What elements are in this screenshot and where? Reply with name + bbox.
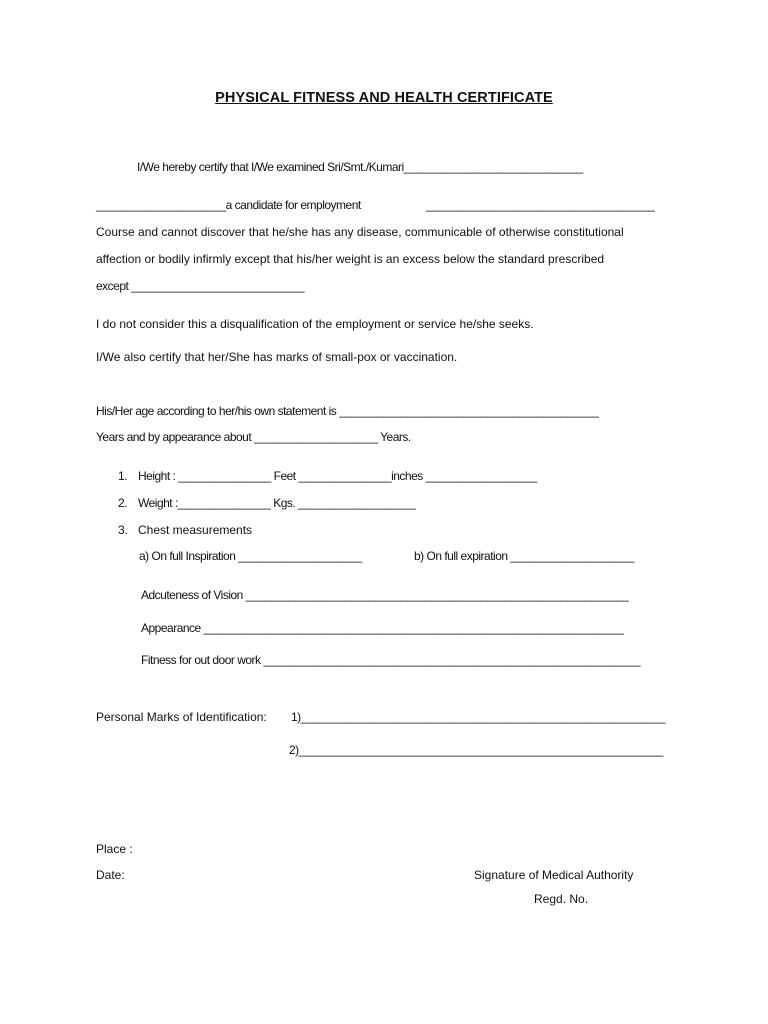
height-text: Height : _______________ Feet _______________inches __________________	[138, 469, 537, 483]
certify-line-3: Course and cannot discover that he/she has any disease, communicable of otherwise constitutional	[96, 225, 624, 239]
identification-label: Personal Marks of Identification:	[96, 710, 267, 724]
certify-line-1: I/We hereby certify that I/We examined Sri/Smt./Kumari_____________________________	[137, 160, 583, 174]
weight-item	[118, 496, 415, 510]
age-appearance-line: Years and by appearance about ____________________ Years.	[96, 430, 411, 444]
list-number: 1.	[118, 469, 128, 483]
height-item	[118, 469, 537, 483]
appearance-field: Appearance ____________________________________________________________________	[141, 621, 624, 635]
place-label: Place :	[96, 842, 133, 856]
certify-line-2a: _____________________a candidate for employment	[96, 198, 361, 212]
chest-inspiration: a) On full Inspiration ____________________	[139, 549, 362, 563]
signature-label: Signature of Medical Authority	[474, 868, 634, 882]
fitness-field: Fitness for out door work _____________________________________________________________	[141, 653, 640, 667]
certify-line-4: affection or bodily infirmly except that his/her weight is an excess below the standard prescribed	[96, 252, 605, 266]
identification-mark-2: 2)___________________________________________________________	[289, 743, 663, 757]
weight-text: Weight :_______________ Kgs. ___________________	[138, 496, 416, 510]
vaccination-statement: I/We also certify that her/She has marks of small-pox or vaccination.	[96, 350, 458, 364]
certify-line-5: except ____________________________	[96, 279, 305, 293]
date-label: Date:	[96, 868, 125, 882]
list-number: 3.	[118, 523, 129, 537]
vision-field: Adcuteness of Vision ______________________________________________________________	[141, 588, 629, 602]
certify-line-2b: _____________________________________	[426, 198, 655, 212]
page-title: PHYSICAL FITNESS AND HEALTH CERTIFICATE	[215, 90, 553, 106]
list-number: 2.	[118, 496, 128, 510]
chest-expiration: b) On full expiration ____________________	[414, 549, 634, 563]
age-statement-line: His/Her age according to her/his own statement is __________________________________________	[96, 404, 599, 418]
chest-item	[118, 523, 252, 537]
regd-no-label: Regd. No.	[534, 892, 589, 906]
disqualification-statement: I do not consider this a disqualification of the employment or service he/she seeks.	[96, 317, 534, 331]
identification-mark-1: 1)___________________________________________________________	[291, 710, 665, 724]
chest-text: Chest measurements	[138, 523, 253, 537]
